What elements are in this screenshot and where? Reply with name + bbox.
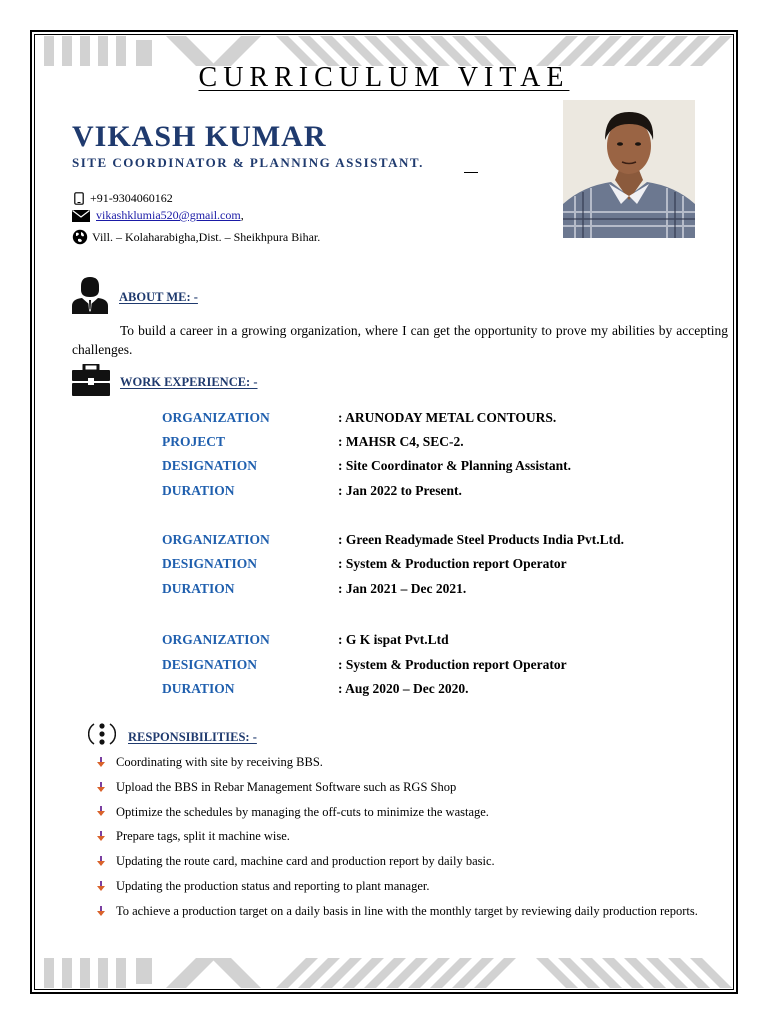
arrow-down-bullet-icon (96, 800, 116, 825)
phone-icon (72, 192, 86, 206)
work-entry-3-row-2 (162, 657, 567, 673)
address-text: Vill. – Kolaharabigha,Dist. – Sheikhpura Bihar. (92, 229, 321, 244)
briefcase-icon (72, 364, 110, 401)
work-field-label: DURATION (162, 483, 235, 498)
work-field-label: ORGANIZATION (162, 532, 270, 547)
work-field-label: DURATION (162, 681, 235, 696)
arrow-down-bullet-icon (96, 775, 116, 800)
arrow-down-bullet-icon (96, 899, 116, 924)
work-field-value: : G K ispat Pvt.Ltd (338, 632, 449, 647)
work-heading: WORK EXPERIENCE: - (120, 375, 258, 389)
candidate-role: SITE COORDINATOR & PLANNING ASSISTANT. (72, 155, 424, 170)
list-item (96, 824, 726, 849)
work-field-value: : Aug 2020 – Dec 2020. (338, 681, 469, 696)
work-field-label: ORGANIZATION (162, 632, 270, 647)
list-item (96, 849, 726, 874)
arrow-down-bullet-icon (96, 849, 116, 874)
work-entry-2-row-1 (162, 532, 624, 548)
work-field-label: PROJECT (162, 434, 226, 449)
work-entry-1-row-1 (162, 410, 556, 426)
phone-number: +91-9304060162 (90, 191, 173, 205)
about-heading: ABOUT ME: - (119, 290, 198, 304)
globe-icon (72, 229, 88, 245)
work-entry-2-row-2 (162, 556, 567, 572)
profile-photo (563, 100, 695, 238)
list-item-text: Optimize the schedules by managing the off-cuts to minimize the wastage. (116, 804, 489, 819)
document-title-text: CURRICULUM VITAE (198, 62, 570, 93)
list-item-text: To achieve a production target on a daily basis in line with the monthly target by reviewing daily production reports. (116, 903, 698, 918)
list-item (96, 874, 726, 899)
contact-email (72, 208, 244, 223)
responsibilities-list (96, 750, 726, 924)
work-field-value: : Green Readymade Steel Products India Pvt.Ltd. (338, 532, 624, 547)
work-field-label: DURATION (162, 581, 235, 596)
work-field-value: : MAHSR C4, SEC-2. (338, 434, 464, 449)
work-entry-1-row-2 (162, 434, 464, 450)
person-icon (72, 276, 108, 319)
list-item (96, 750, 726, 775)
list-item (96, 800, 726, 825)
work-field-label: ORGANIZATION (162, 410, 270, 425)
decorative-band-bottom (36, 958, 732, 988)
document-title (0, 62, 768, 94)
contact-address (72, 229, 320, 245)
about-text: To build a career in a growing organization, where I can get the opportunity to prove my abilities by accepting challenges. (72, 323, 728, 357)
work-entry-3-row-1 (162, 632, 449, 648)
work-field-value: : Jan 2022 to Present. (338, 483, 462, 498)
work-field-value: : Site Coordinator & Planning Assistant. (338, 458, 572, 473)
contact-phone (72, 191, 173, 206)
email-suffix: , (240, 208, 244, 222)
list-item (96, 899, 726, 924)
work-field-value: : Jan 2021 – Dec 2021. (338, 581, 467, 596)
role-underline (464, 172, 478, 173)
work-entry-1-row-3 (162, 458, 571, 474)
dots-circle-icon (88, 720, 116, 753)
list-item-text: Updating the route card, machine card and production report by daily basic. (116, 854, 495, 869)
list-item-text: Updating the production status and reporting to plant manager. (116, 878, 430, 893)
arrow-down-bullet-icon (96, 874, 116, 899)
work-field-label: DESIGNATION (162, 458, 258, 473)
work-entry-1-row-4 (162, 483, 462, 499)
work-field-label: DESIGNATION (162, 657, 258, 672)
envelope-icon (72, 209, 90, 223)
list-item (96, 775, 726, 800)
work-entry-2-row-3 (162, 581, 466, 597)
work-entry-3-row-3 (162, 681, 469, 697)
list-item-text: Prepare tags, split it machine wise. (116, 829, 290, 844)
arrow-down-bullet-icon (96, 750, 116, 775)
candidate-name: VIKASH KUMAR (72, 120, 327, 153)
list-item-text: Upload the BBS in Rebar Management Software such as RGS Shop (116, 779, 457, 794)
email-link[interactable]: vikashklumia520@gmail.com (96, 208, 241, 222)
work-field-value: : System & Production report Operator (338, 657, 567, 672)
work-field-value: : ARUNODAY METAL CONTOURS. (338, 410, 557, 425)
work-field-value: : System & Production report Operator (338, 556, 567, 571)
list-item-text: Coordinating with site by receiving BBS. (116, 755, 323, 769)
responsibilities-heading: RESPONSIBILITIES: - (128, 730, 257, 744)
work-field-label: DESIGNATION (162, 556, 258, 571)
arrow-down-bullet-icon (96, 824, 116, 849)
